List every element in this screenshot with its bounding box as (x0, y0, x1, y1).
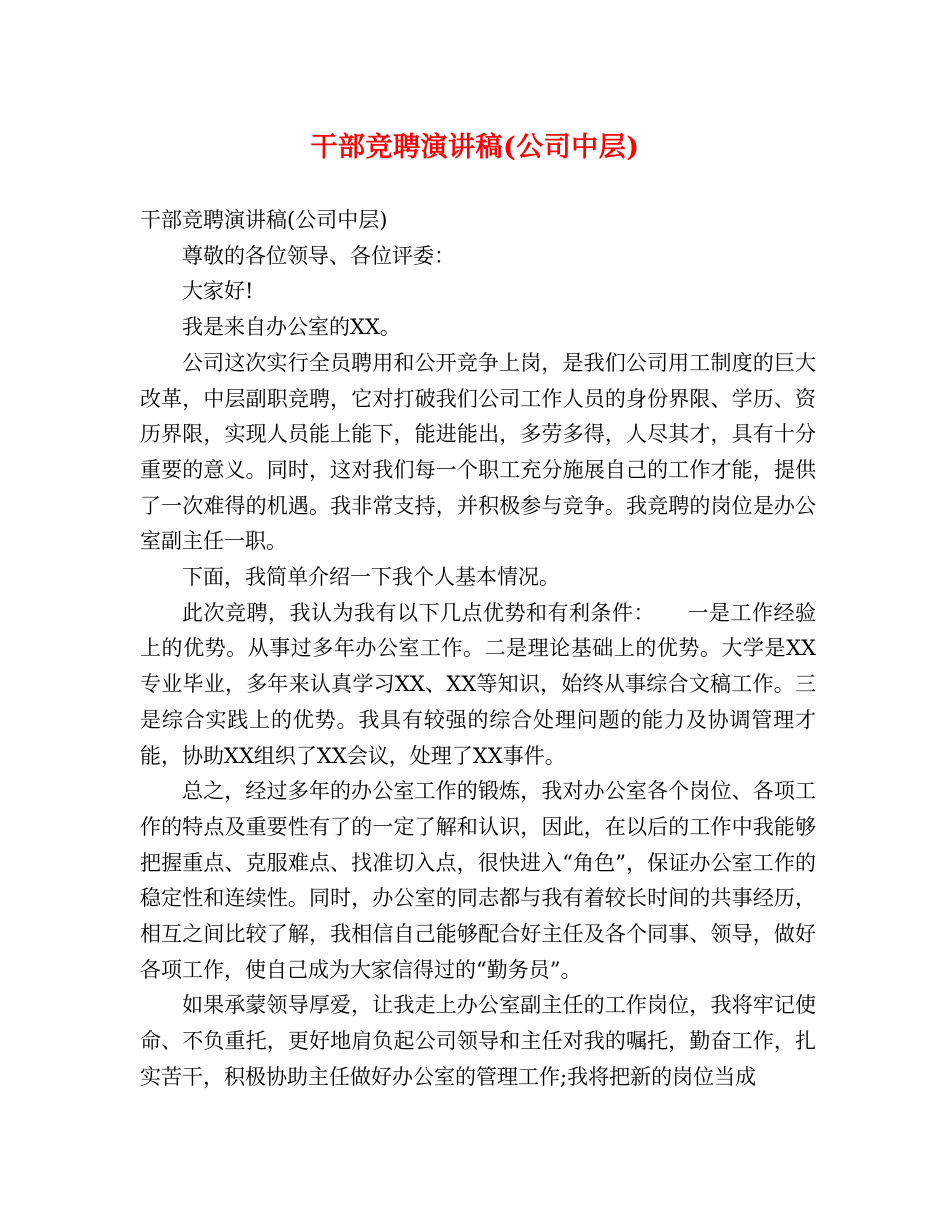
body-paragraph: 下面，我简单介绍一下我个人基本情况。 (182, 565, 560, 590)
introduction-paragraph: 我是来自办公室的XX。 (182, 315, 401, 340)
salutation-paragraph: 尊敬的各位领导、各位评委： (182, 243, 455, 268)
body-paragraph: 此次竞聘，我认为我有以下几点优势和有利条件： 一是工作经验上的优势。从事过多年办公室工作。二是理论基础上的优势。大学是XX专业毕业，多年来认真学习XX、XX等知识，始终从事综合文稿工作。三是综合实践上的优势。我具有较强的综合处理问题的能力及协调管理才能，协助XX组织了XX会议，处理了XX事件。 (140, 600, 816, 768)
page-title: 干部竞聘演讲稿(公司中层) (310, 132, 640, 163)
body-paragraph: 公司这次实行全员聘用和公开竞争上岗，是我们公司用工制度的巨大改革，中层副职竞聘，它对打破我们公司工作人员的身份界限、学历、资历界限，实现人员能上能下，能进能出，多劳多得，人尽其才，具有十分重要的意义。同时，这对我们每一个职工充分施展自己的工作才能，提供了一次难得的机遇。我非常支持，并积极参与竞争。我竞聘的岗位是办公室副主任一职。 (140, 350, 816, 554)
body-paragraph: 如果承蒙领导厚爱，让我走上办公室副主任的工作岗位，我将牢记使命、不负重托，更好地肩负起公司领导和主任对我的嘱托，勤奋工作，扎实苦干，积极协助主任做好办公室的管理工作;我将把新的岗位当成 (140, 993, 816, 1089)
document-body (140, 203, 816, 1096)
subtitle-paragraph: 干部竞聘演讲稿(公司中层) (140, 208, 388, 232)
greeting-paragraph: 大家好! (182, 279, 254, 304)
body-paragraph: 总之，经过多年的办公室工作的锻炼，我对办公室各个岗位、各项工作的特点及重要性有了的一定了解和认识，因此，在以后的工作中我能够把握重点、克服难点、找准切入点，很快进入“角色”，保证办公室工作的稳定性和连续性。同时，办公室的同志都与我有着较长时间的共事经历，相互之间比较了解，我相信自己能够配合好主任及各个同事、领导，做好各项工作，使自己成为大家信得过的“勤务员”。 (140, 779, 816, 982)
